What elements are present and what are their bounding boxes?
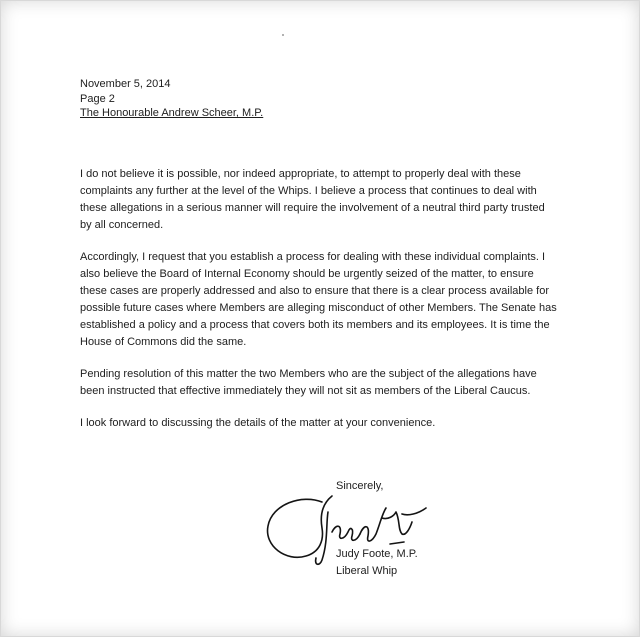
scan-speck <box>282 34 284 36</box>
letter-body <box>80 166 560 447</box>
paragraph-closing: I look forward to discussing the details of the matter at your convenience. <box>80 417 436 429</box>
paragraph-caucus: Pending resolution of this matter the two Members who are the subject of the allegations have been instructed that effective immediately they will not sit as members of the Liberal Caucus. <box>80 368 537 397</box>
recipient-name: The Honourable Andrew Scheer, M.P. <box>80 107 264 119</box>
letter-header <box>80 77 263 121</box>
signatory-title: Liberal Whip <box>336 565 398 577</box>
signatory-name: Judy Foote, M.P. <box>336 548 418 560</box>
paragraph-whips: I do not believe it is possible, nor indeed appropriate, to attempt to properly deal with these complaints any further at the level of the Whips. I believe a process that continues to deal with these allegations in a serious manner will require the involvement of a neutral third party trusted by all concerned. <box>80 168 545 231</box>
letter-date: November 5, 2014 <box>80 78 171 90</box>
salutation: Sincerely, <box>336 480 384 492</box>
signature-block <box>336 546 418 580</box>
paragraph-request: Accordingly, I request that you establish a process for dealing with these individual complaints. I also believe the Board of Internal Economy should be urgently seized of the matter, to ensure these cases are properly addressed and also to ensure that there is a clear process available for possible future cases where Members are alleging misconduct of other Members. The Senate has established a policy and a process that covers both its members and its employees. It is time the House of Commons did the same. <box>80 251 557 348</box>
page-number: Page 2 <box>80 92 115 105</box>
